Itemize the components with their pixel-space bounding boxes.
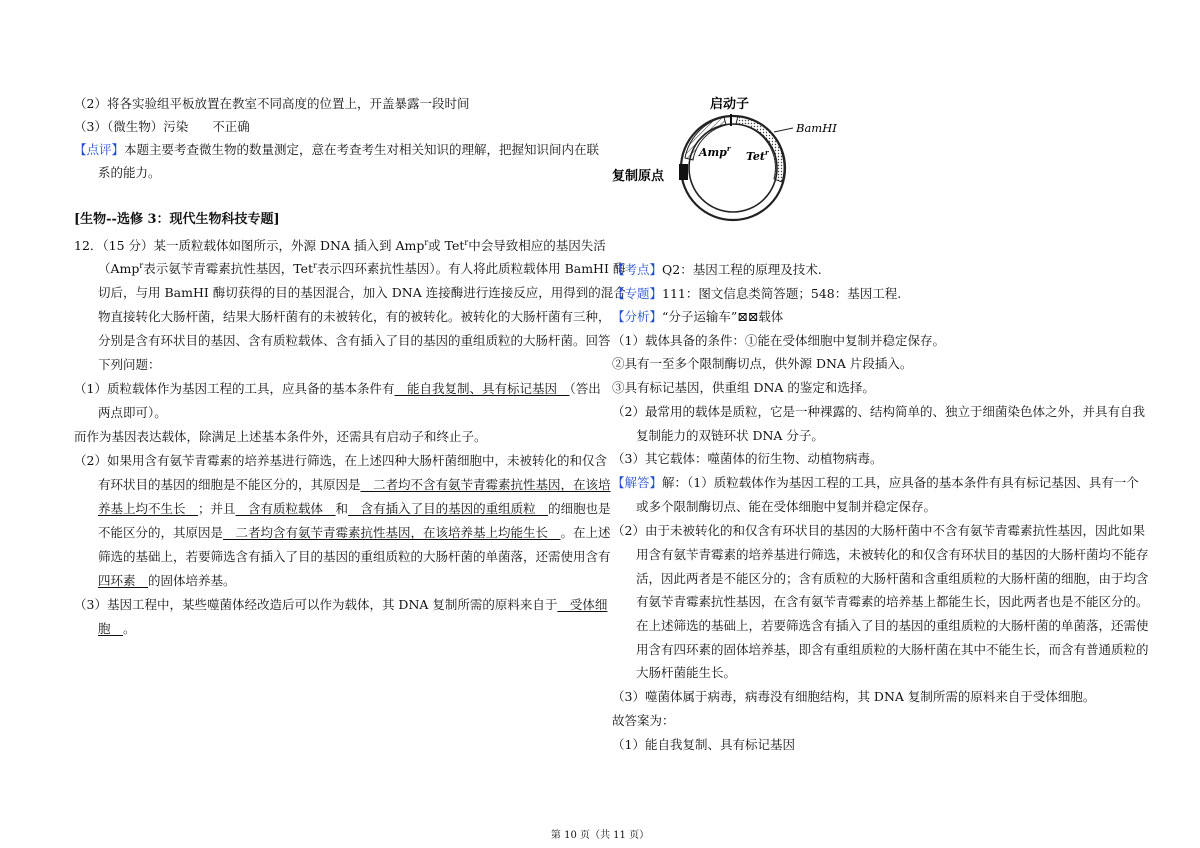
origin-label: 复制原点 [612,169,665,184]
answer-blank: 四环素 [98,573,149,588]
plasmid-inner-ring [689,124,777,212]
solution-line: 在上述筛选的基础上，若要筛选含有插入了目的基因的重组质粒的大肠杆菌的单菌落，还需使 [636,618,1149,633]
answer-blank: 受体细 [557,597,608,612]
solution-line: 用含有氨苄青霉素的培养基进行筛选，未被转化的和仅含有环状目的基因的大肠杆菌均不能存 [636,547,1149,562]
plasmid-diagram [606,92,866,232]
comment-tag: 【点评】 [74,142,125,157]
answer-blank: 能自我复制、具有标记基因 [394,381,570,396]
question-line: 胞 。 [98,621,136,636]
analysis-line: 复制能力的双链环状 DNA 分子。 [636,428,824,443]
answer-blank: 含有质粒载体 [235,501,336,516]
jieda-line: 【解答】解：（1）质粒载体作为基因工程的工具，应具备的基本条件有具有标记基因、具有一个 [612,475,1139,490]
question-line: （2）如果用含有氨苄青霉素的培养基进行筛选，在上述四种大肠杆菌细胞中，未被转化的和仅含 [74,453,607,468]
kaodian-line: 【考点】Q2：基因工程的原理及技术. [612,262,822,277]
question-line: 12．（15 分）某一质粒载体如图所示，外源 DNA 插入到 Amp$^r$或 Tet$^r$中会导致相应的基因失活 [74,237,606,253]
zhuanti-line: 【专题】111：图文信息类简答题；548：基因工程. [612,286,902,301]
question-line: （1）质粒载体作为基因工程的工具，应具备的基本条件有 能自我复制、具有标记基因 （答出 [74,381,601,396]
plasmid-outer-ring [681,116,785,220]
solution-line: 活，因此两者是不能区分的；含有质粒的大肠杆菌和含重组质粒的大肠杆菌的细胞，由于均含 [636,571,1149,586]
answer-line: （3）（微生物）污染 不正确 [74,119,250,134]
section-title: [生物--选修 3：现代生物科技专题] [74,212,280,227]
solution-line: 故答案为： [612,713,675,728]
question-line: 不能区分的，其原因是 二者均含有氨苄青霉素抗性基因，在该培养基上均能生长 。在上述 [98,525,611,540]
analysis-line: （2）最常用的载体是质粒，它是一种裸露的、结构简单的、独立于细菌染色体之外，并具有自我 [612,404,1145,419]
question-line: 分别是含有环状目的基因、含有质粒载体、含有插入了目的基因的重组质粒的大肠杆菌。回答 [98,333,611,348]
page-footer: 第 10 页（共 11 页） [550,830,650,841]
bamh-label: BamHⅠ [796,121,837,135]
origin-block [679,164,688,180]
solution-line: （3）噬菌体属于病毒，病毒没有细胞结构，其 DNA 复制所需的原料来自于受体细胞。 [612,689,1096,704]
question-line: 四环素 的固体培养基。 [98,573,236,588]
analysis-line: ②具有一至多个限制酶切点，供外源 DNA 片段插入。 [612,356,913,371]
comment-line: 系的能力。 [98,165,161,180]
answer-blank: 胞 [98,621,124,636]
bamh-pointer [774,128,793,132]
answer-blank: 二者均不含有氨苄青霉素抗性基因，在该培 [360,477,611,492]
analysis-line: ③具有标记基因，供重组 DNA 的鉴定和选择。 [612,380,875,395]
solution-line: 用含有四环素的固体培养基，即含有重组质粒的大肠杆菌在其中不能生长，而含有普通质粒的 [636,642,1149,657]
solution-line: （1）能自我复制、具有标记基因 [612,737,795,752]
fenxi-tag: 【分析】 [612,309,663,324]
question-line: （3）基因工程中，某些噬菌体经改造后可以作为载体，其 DNA 复制所需的原料来自于 受体细 [74,597,608,612]
question-line: 物直接转化大肠杆菌，结果大肠杆菌有的未被转化，有的被转化。被转化的大肠杆菌有三种， [98,309,611,324]
amp-label: Amp$^r$ [699,144,731,159]
solution-line: 或多个限制酶切点、能在受体细胞中复制并稳定保存。 [636,499,937,514]
kaodian-tag: 【考点】 [612,262,663,277]
answer-blank: 含有插入了目的基因的重组质粒 [348,501,549,516]
question-line: 而作为基因表达载体，除满足上述基本条件外，还需具有启动子和终止子。 [74,429,487,444]
analysis-line: （1）载体具备的条件：①能在受体细胞中复制并稳定保存。 [612,333,945,348]
tet-label: Tet$^r$ [746,148,769,163]
answer-blank: 二者均含有氨苄青霉素抗性基因，在该培养基上均能生长 [223,525,561,540]
question-line: 养基上均不生长 ；并且 含有质粒载体 和 含有插入了目的基因的重组质粒 的细胞也是 [98,501,611,516]
question-line: 有环状目的基因的细胞是不能区分的，其原因是 二者均不含有氨苄青霉素抗性基因，在该培 [98,477,611,492]
question-line: 下列问题： [98,357,161,372]
question-line: （Amp$^r$表示氨苄青霉素抗性基因，Tet$^r$表示四环素抗性基因）。有人将此质粒载体用 BamHI 酶 [98,260,626,276]
answer-blank: 养基上均不生长 [98,501,199,516]
answer-line: （2）将各实验组平板放置在教室不同高度的位置上，开盖暴露一段时间 [74,96,470,111]
solution-line: （2）由于未被转化的和仅含有环状目的基因的大肠杆菌中不含有氨苄青霉素抗性基因，因此如果 [612,523,1145,538]
question-line: 两点即可）。 [98,405,167,420]
promoter-label: 启动子 [710,97,750,112]
solution-line: 有氨苄青霉素抗性基因，在含有氨苄青霉素的培养基上都能生长，因此两者也是不能区分的。 [636,594,1149,609]
fenxi-line: 【分析】“分子运输车”⊠⊠载体 [612,309,784,324]
question-line: 筛选的基础上，若要筛选含有插入了目的基因的重组质粒的大肠杆菌的单菌落，还需使用含有 [98,549,611,564]
analysis-line: （3）其它载体：噬菌体的衍生物、动植物病毒。 [612,451,883,466]
comment-line: 【点评】本题主要考查微生物的数量测定，意在考查考生对相关知识的理解，把握知识间内在联 [74,142,600,157]
jieda-tag: 【解答】 [612,475,663,490]
question-line: 切后，与用 BamHI 酶切获得的目的基因混合，加入 DNA 连接酶进行连接反应，用得到的混合 [98,285,626,300]
solution-line: 大肠杆菌能生长。 [636,665,737,680]
zhuanti-tag: 【专题】 [612,286,663,301]
